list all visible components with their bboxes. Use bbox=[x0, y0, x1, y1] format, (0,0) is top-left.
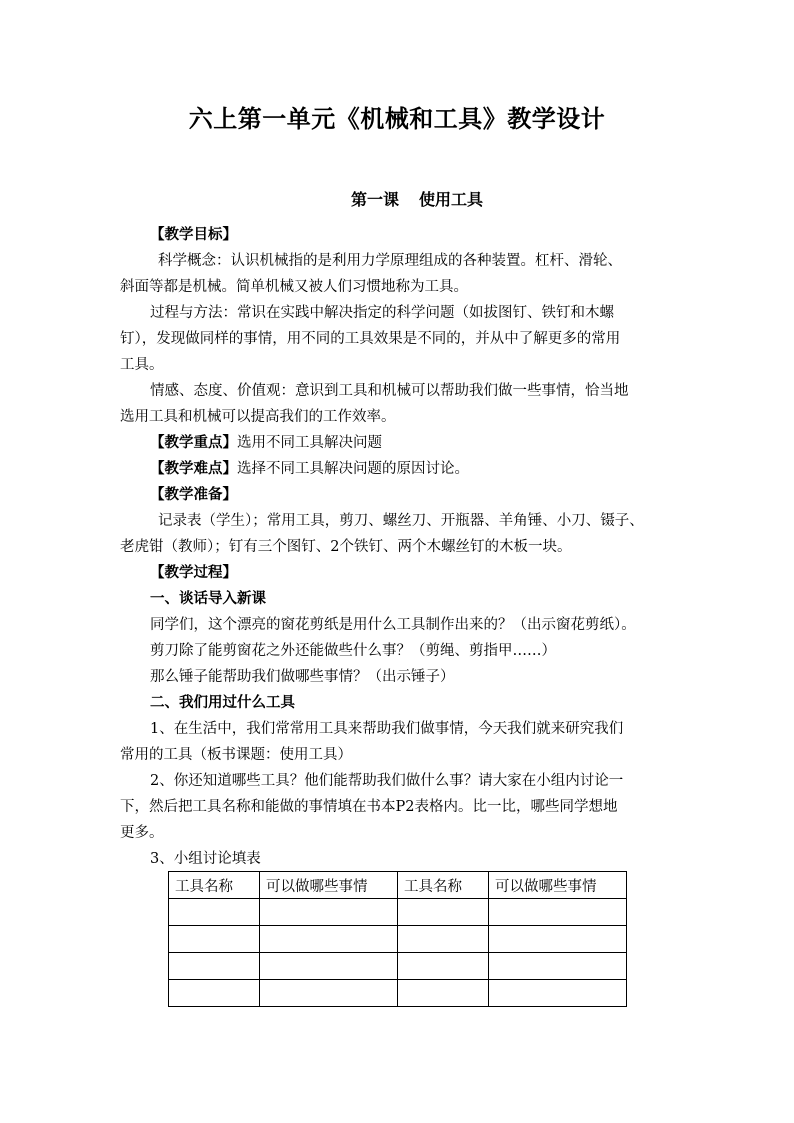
discussion-table-wrap bbox=[168, 871, 627, 1007]
goals-science-line2: 斜面等都是机械。简单机械又被人们习惯地称为工具。 bbox=[120, 279, 468, 295]
section1-line2: 剪刀除了能剪窗花之外还能做些什么事？（剪绳、剪指甲……） bbox=[150, 643, 556, 659]
lesson-name: 使用工具 bbox=[419, 190, 484, 209]
difficulty-text: 选择不同工具解决问题的原因讨论。 bbox=[237, 461, 469, 477]
section2-title: 二、我们用过什么工具 bbox=[150, 694, 295, 711]
table-header-row bbox=[169, 872, 627, 899]
table-cell[interactable] bbox=[260, 926, 398, 953]
section2-item2-line3: 更多。 bbox=[120, 825, 164, 841]
preparation-line1: 记录表（学生）；常用工具，剪刀、螺丝刀、开瓶器、羊角锤、小刀、镊子、 bbox=[158, 513, 644, 529]
goals-attitude-line1: 情感、态度、价值观：意识到工具和机械可以帮助我们做一些事情，恰当地 bbox=[150, 383, 629, 399]
table-cell[interactable] bbox=[398, 980, 489, 1007]
table-cell[interactable] bbox=[260, 953, 398, 980]
table-cell[interactable] bbox=[169, 980, 260, 1007]
table-cell[interactable] bbox=[169, 953, 260, 980]
section2-item2-line2: 下，然后把工具名称和能做的事情填在书本P2表格内。比一比，哪些同学想地 bbox=[120, 799, 618, 815]
table-row bbox=[169, 953, 627, 980]
table-cell[interactable] bbox=[489, 899, 627, 926]
section1-line3: 那么锤子能帮助我们做哪些事情？（出示锤子） bbox=[150, 669, 455, 685]
table-cell[interactable] bbox=[169, 899, 260, 926]
document-title: 六上第一单元《机械和工具》教学设计 bbox=[188, 104, 606, 133]
process-heading: 【教学过程】 bbox=[150, 564, 237, 581]
goals-attitude-line2: 选用工具和机械可以提高我们的工作效率。 bbox=[120, 409, 396, 425]
preparation-line2: 老虎钳（教师）；钉有三个图钉、2个铁钉、两个木螺丝钉的木板一块。 bbox=[120, 539, 572, 555]
difficulty bbox=[120, 456, 680, 482]
key-point-text: 选用不同工具解决问题 bbox=[237, 435, 382, 451]
table-cell[interactable] bbox=[398, 899, 489, 926]
table-cell[interactable] bbox=[489, 980, 627, 1007]
difficulty-label: 【教学难点】 bbox=[150, 460, 237, 477]
lesson-title bbox=[0, 188, 794, 212]
table-header-cell: 工具名称 bbox=[169, 872, 260, 899]
table-header-cell: 可以做哪些事情 bbox=[489, 872, 627, 899]
section2-item1-line2: 常用的工具（板书课题：使用工具） bbox=[120, 747, 352, 763]
key-point-label: 【教学重点】 bbox=[150, 434, 237, 451]
goals-heading: 【教学目标】 bbox=[150, 226, 237, 243]
section2-item3: 3、小组讨论填表 bbox=[150, 851, 261, 867]
goals-science-line1: 科学概念：认识机械指的是利用力学原理组成的各种装置。杠杆、滑轮、 bbox=[158, 253, 622, 269]
table-cell[interactable] bbox=[169, 926, 260, 953]
section1-line1: 同学们，这个漂亮的窗花剪纸是用什么工具制作出来的？（出示窗花剪纸）。 bbox=[150, 617, 636, 633]
goals-process-line2: 钉），发现做同样的事情，用不同的工具效果是不同的，并从中了解更多的常用 bbox=[120, 331, 621, 347]
section2-item2-line1: 2、你还知道哪些工具？他们能帮助我们做什么事？请大家在小组内讨论一 bbox=[150, 773, 624, 789]
key-point bbox=[120, 430, 680, 456]
document-body bbox=[120, 222, 680, 872]
table-cell[interactable] bbox=[260, 899, 398, 926]
preparation-heading: 【教学准备】 bbox=[150, 486, 237, 503]
table-cell[interactable] bbox=[489, 926, 627, 953]
section1-title: 一、谈话导入新课 bbox=[150, 590, 266, 607]
goals-process-line3: 工具。 bbox=[120, 357, 164, 373]
discussion-table bbox=[168, 871, 627, 1007]
table-row bbox=[169, 980, 627, 1007]
table-row bbox=[169, 899, 627, 926]
table-cell[interactable] bbox=[489, 953, 627, 980]
goals-process-line1: 过程与方法：常识在实践中解决指定的科学问题（如拔图钉、铁钉和木螺 bbox=[150, 305, 614, 321]
table-row bbox=[169, 926, 627, 953]
table-header-cell: 工具名称 bbox=[398, 872, 489, 899]
table-header-cell: 可以做哪些事情 bbox=[260, 872, 398, 899]
table-cell[interactable] bbox=[260, 980, 398, 1007]
lesson-number: 第一课 bbox=[350, 190, 399, 209]
section2-item1-line1: 1、在生活中，我们常常用工具来帮助我们做事情，今天我们就来研究我们 bbox=[150, 721, 624, 737]
table-cell[interactable] bbox=[398, 953, 489, 980]
table-cell[interactable] bbox=[398, 926, 489, 953]
